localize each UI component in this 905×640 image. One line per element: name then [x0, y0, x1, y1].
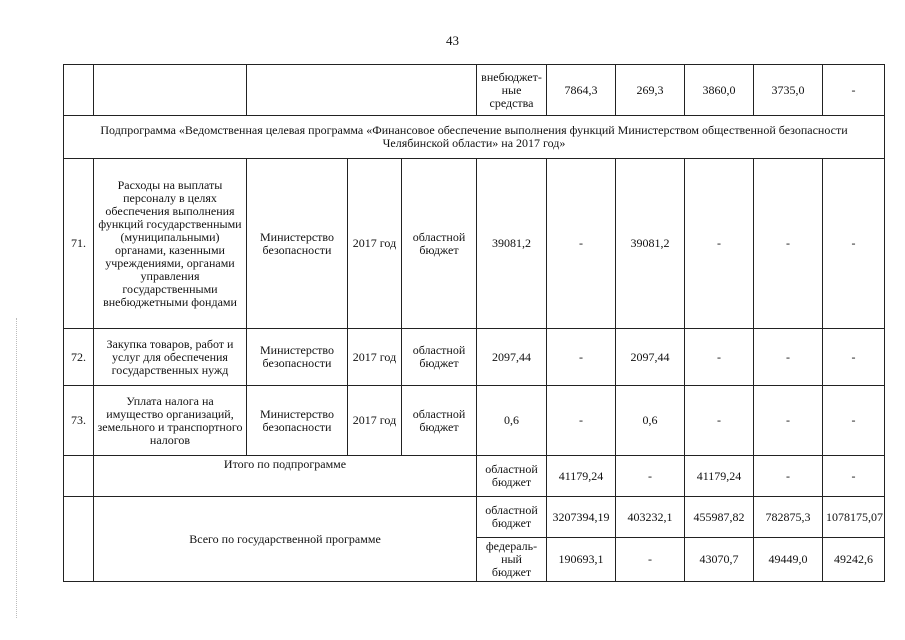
value-cell: 3735,0 [754, 65, 823, 116]
value-cell: - [547, 329, 616, 386]
row-number: 73. [64, 386, 94, 456]
value-cell: - [685, 329, 754, 386]
table-row [64, 65, 885, 116]
funding-source-cell: федераль- ный бюджет [477, 538, 547, 582]
grand-total-label: Всего по государственной программе [94, 497, 477, 582]
year-cell: 2017 год [348, 329, 402, 386]
value-cell: 1078175,07 [823, 497, 885, 538]
value-cell: - [616, 538, 685, 582]
value-cell: - [754, 159, 823, 329]
subprogram-title: Подпрограмма «Ведомственная целевая программа «Финансовое обеспечение выполнения функций Министерством общественной безопасности Челябинской области» на 2017 год» [64, 116, 885, 159]
table-row [64, 159, 885, 329]
executor-cell: Министерство безопасности [247, 159, 348, 329]
value-cell: - [823, 159, 885, 329]
executor-cell: Министерство безопасности [247, 329, 348, 386]
value-cell: - [823, 456, 885, 497]
executor-cell: Министерство безопасности [247, 386, 348, 456]
year-cell: 2017 год [348, 386, 402, 456]
funding-source-cell: областной бюджет [477, 456, 547, 497]
cell-empty [94, 65, 247, 116]
value-cell: - [685, 159, 754, 329]
funding-source-cell: областной бюджет [402, 329, 477, 386]
value-cell: 455987,82 [685, 497, 754, 538]
value-cell: - [547, 386, 616, 456]
margin-line [16, 318, 18, 618]
row-number: 71. [64, 159, 94, 329]
cell-empty [64, 497, 94, 582]
value-cell: 269,3 [616, 65, 685, 116]
value-cell: 0,6 [477, 386, 547, 456]
value-cell: 403232,1 [616, 497, 685, 538]
value-cell: - [754, 386, 823, 456]
subtotal-row [64, 456, 885, 497]
page-number: 43 [446, 33, 459, 48]
cell-empty [247, 65, 477, 116]
value-cell: 41179,24 [547, 456, 616, 497]
value-cell: 39081,2 [616, 159, 685, 329]
value-cell: 49242,6 [823, 538, 885, 582]
value-cell: 2097,44 [616, 329, 685, 386]
expense-name: Расходы на выплаты персоналу в целях обеспечения выполнения функций государственными (муниципальными) органами, казенными учреждениями, органами управления государственными внебюджетными фондами [94, 159, 247, 329]
cell-empty [64, 65, 94, 116]
value-cell: 0,6 [616, 386, 685, 456]
value-cell: - [823, 329, 885, 386]
value-cell: - [616, 456, 685, 497]
value-cell: 3860,0 [685, 65, 754, 116]
table-row [64, 386, 885, 456]
value-cell: 43070,7 [685, 538, 754, 582]
subtotal-label: Итого по подпрограмме [94, 456, 477, 497]
funding-source-cell: областной бюджет [402, 159, 477, 329]
value-cell: 3207394,19 [547, 497, 616, 538]
expense-name: Закупка товаров, работ и услуг для обеспечения государственных нужд [94, 329, 247, 386]
budget-table [63, 64, 885, 582]
value-cell: - [754, 329, 823, 386]
table-row [64, 329, 885, 386]
funding-source-cell: внебюджет- ные средства [477, 65, 547, 116]
value-cell: - [823, 386, 885, 456]
funding-source-cell: областной бюджет [402, 386, 477, 456]
year-cell: 2017 год [348, 159, 402, 329]
expense-name: Уплата налога на имущество организаций, земельного и транспортного налогов [94, 386, 247, 456]
value-cell: 190693,1 [547, 538, 616, 582]
value-cell: - [547, 159, 616, 329]
cell-empty [64, 456, 94, 497]
value-cell: 39081,2 [477, 159, 547, 329]
funding-source-cell: областной бюджет [477, 497, 547, 538]
value-cell: 7864,3 [547, 65, 616, 116]
value-cell: 41179,24 [685, 456, 754, 497]
value-cell: 49449,0 [754, 538, 823, 582]
value-cell: 782875,3 [754, 497, 823, 538]
value-cell: 2097,44 [477, 329, 547, 386]
value-cell: - [754, 456, 823, 497]
row-number: 72. [64, 329, 94, 386]
value-cell: - [685, 386, 754, 456]
value-cell: - [823, 65, 885, 116]
grand-total-row [64, 497, 885, 538]
table-row [64, 116, 885, 159]
